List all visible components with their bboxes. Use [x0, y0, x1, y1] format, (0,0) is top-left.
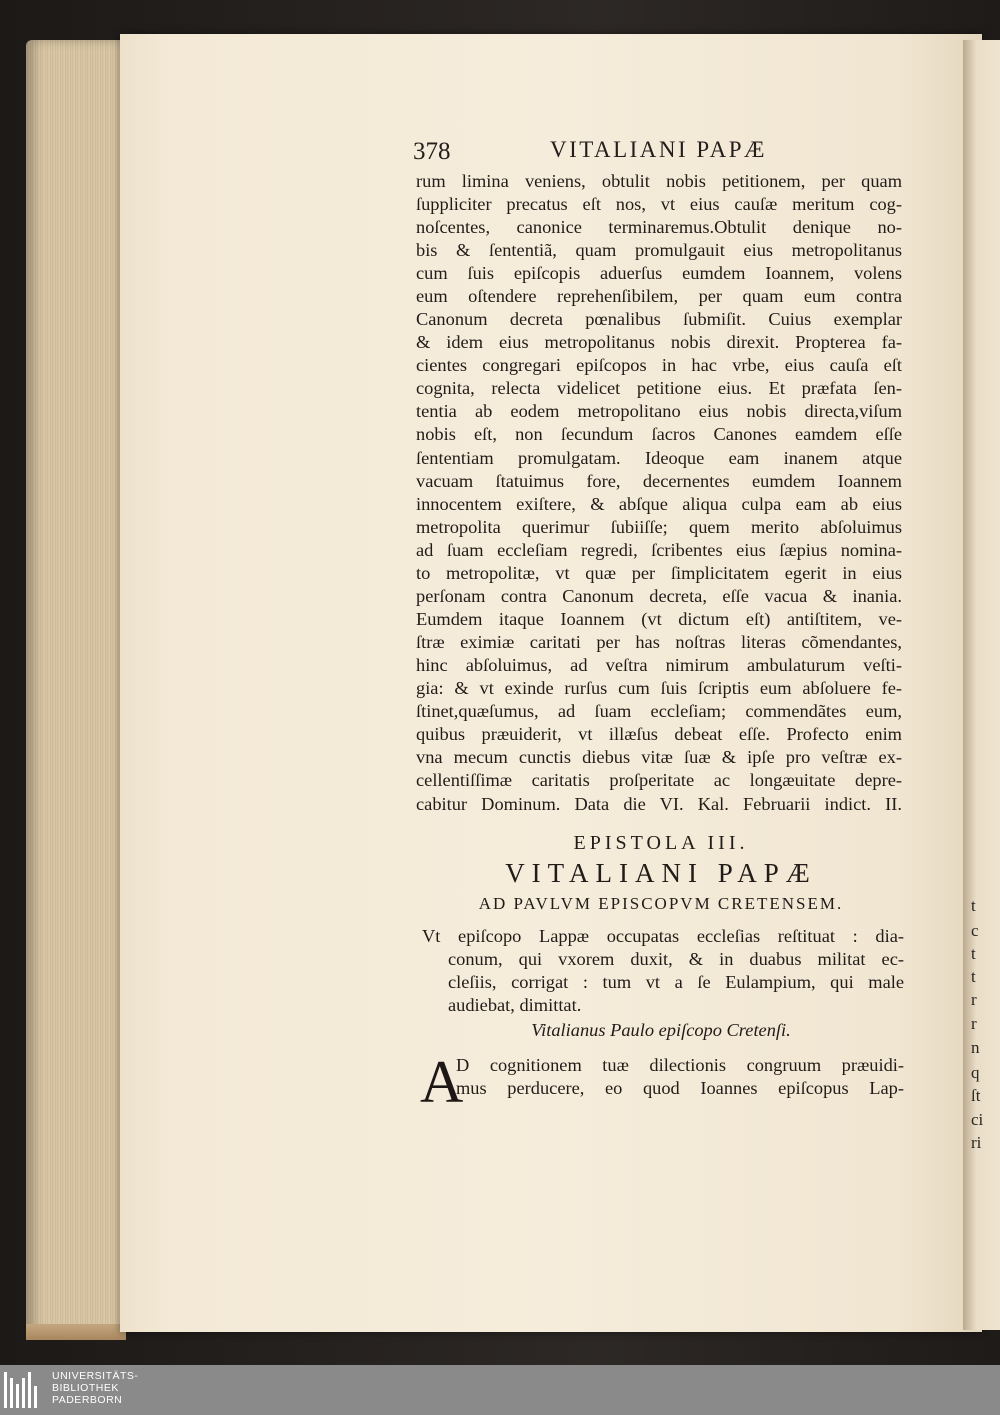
body-text-line: eum oſtendere reprehenſibilem, per quam eum contra — [416, 286, 902, 306]
summary-line: cleſiis, corrigat : tum vt a ſe Eulampium, qui male — [448, 972, 904, 992]
body-text-line: metropolita querimur ſubiiſſe; quem merito abſoluimus — [416, 517, 902, 537]
body-text-line: vna mecum cunctis diebus vitæ ſuæ & ipſe pro veſtræ ex- — [416, 747, 902, 767]
body-text-line: cientes congregari epiſcopos in hac vrbe, eius cauſa eſt — [416, 355, 902, 375]
body-text-line: cognita, relecta videlicet petitione eius. Et præfata ſen- — [416, 378, 902, 398]
body-text-line: quibus præuiderit, vt illæſus debeat eſſe. Profecto enim — [416, 724, 902, 744]
facing-page-fragment: ſt — [971, 1086, 981, 1105]
body-text-line: Eumdem itaque Ioannem (vt dictum eſt) antiſtitem, ve- — [416, 609, 902, 629]
body-text-line: cum ſuis epiſcopis aduerſus eumdem Ioannem, volens — [416, 263, 902, 283]
facing-page-fragment: r — [971, 1014, 977, 1033]
library-name — [52, 1370, 138, 1406]
letter-text-line: D cognitionem tuæ dilectionis congruum præuidi- — [456, 1055, 904, 1075]
body-text-line: ſtinet,quæſumus, ad ſuam eccleſiam; commendãtes eum, — [416, 701, 902, 721]
epistola-title: VITALIANI PAPÆ — [505, 858, 817, 888]
body-text-line: ad ſuam eccleſiam regredi, ſcribentes eius ſæpius nomina- — [416, 540, 902, 560]
facing-page-fragment: n — [971, 1038, 980, 1057]
library-footer-bar — [0, 1365, 1000, 1415]
body-text-line: bis & ſententiã, quam promulgauit eius metropolitanus — [416, 240, 902, 260]
facing-page-fragment: ri — [971, 1133, 982, 1152]
facing-page-fragment: t — [971, 896, 976, 915]
letter-text-line: mus perducere, eo quod Ioannes epiſcopus Lap- — [456, 1078, 904, 1098]
salutation: Vitalianus Paulo epiſcopo Cretenſi. — [531, 1020, 791, 1040]
running-head: VITALIANI PAPÆ — [550, 137, 767, 162]
book-page-edges — [26, 40, 126, 1340]
body-text-line: ſuppliciter precatus eſt nos, vt eius cauſæ meritum cog- — [416, 194, 902, 214]
drop-cap-initial: A — [420, 1049, 464, 1115]
body-text-line: hinc abſoluimus, ad veſtra nimirum ambulaturum veſti- — [416, 655, 902, 675]
body-text-line: Canonum decreta pœnalibus ſubmiſit. Cuius exemplar — [416, 309, 902, 329]
body-text-line: ſtræ eximiæ caritati per has noſtras literas cõmendantes, — [416, 632, 902, 652]
library-name-line: BIBLIOTHEK — [52, 1382, 119, 1394]
library-name-line: PADERBORN — [52, 1394, 123, 1406]
body-text-line: gia: & vt exinde rurſus cum ſuis ſcriptis eum abſoluere fe- — [416, 678, 902, 698]
summary-line: audiebat, dimittat. — [448, 995, 582, 1015]
body-text-line: ſententiam promulgatam. Ideoque eam inanem atque — [416, 448, 902, 468]
facing-page-fragment: t — [971, 944, 976, 963]
facing-page-fragment: t — [971, 967, 976, 986]
facing-page-fragment: r — [971, 990, 977, 1009]
body-text-line: innocentem exiſtere, & abſque aliqua culpa eam ab eius — [416, 494, 902, 514]
body-text-line: to metropolitæ, vt quæ per ſimplicitatem egerit in eius — [416, 563, 902, 583]
body-text-line: nobis eſt, non ſecundum ſacros Canones eamdem eſſe — [416, 424, 902, 444]
summary-line: conum, qui vxorem duxit, & in duabus militat ec- — [448, 949, 904, 969]
body-text-line: noſcentes, canonice terminaremus.Obtulit denique no- — [416, 217, 902, 237]
body-text-line: perſonam contra Canonum decreta, eſſe vacua & inania. — [416, 586, 902, 606]
library-logo-icon — [4, 1372, 44, 1408]
summary-line: Vt epiſcopo Lappæ occupatas eccleſias reſtituat : dia- — [422, 926, 904, 946]
library-name-line: UNIVERSITÄTS- — [52, 1370, 139, 1382]
epistola-subtitle: AD PAVLVM EPISCOPVM CRETENSEM. — [478, 894, 844, 913]
epistola-heading: EPISTOLA III. — [573, 832, 749, 854]
body-text-line: cellentiſſimæ caritatis proſperitate ac longæuitate depre- — [416, 770, 902, 790]
body-text-line: & idem eius metropolitanus nobis direxit. Propterea fa- — [416, 332, 902, 352]
body-text-line: cabitur Dominum. Data die VI. Kal. Februarii indict. II. — [416, 794, 902, 814]
facing-page-fragment: ci — [971, 1110, 984, 1129]
facing-page-strip — [963, 40, 1000, 1330]
body-text-line: rum limina veniens, obtulit nobis petitionem, per quam — [416, 171, 902, 191]
body-text-line: tentia ab eodem metropolitano eius nobis directa,viſum — [416, 401, 902, 421]
facing-page-fragment: c — [971, 921, 979, 940]
body-text-line: vacuam ſtatuimus fore, decernentes eumdem Ioannem — [416, 471, 902, 491]
page-number: 378 — [413, 138, 451, 165]
facing-page-fragment: q — [971, 1063, 980, 1082]
